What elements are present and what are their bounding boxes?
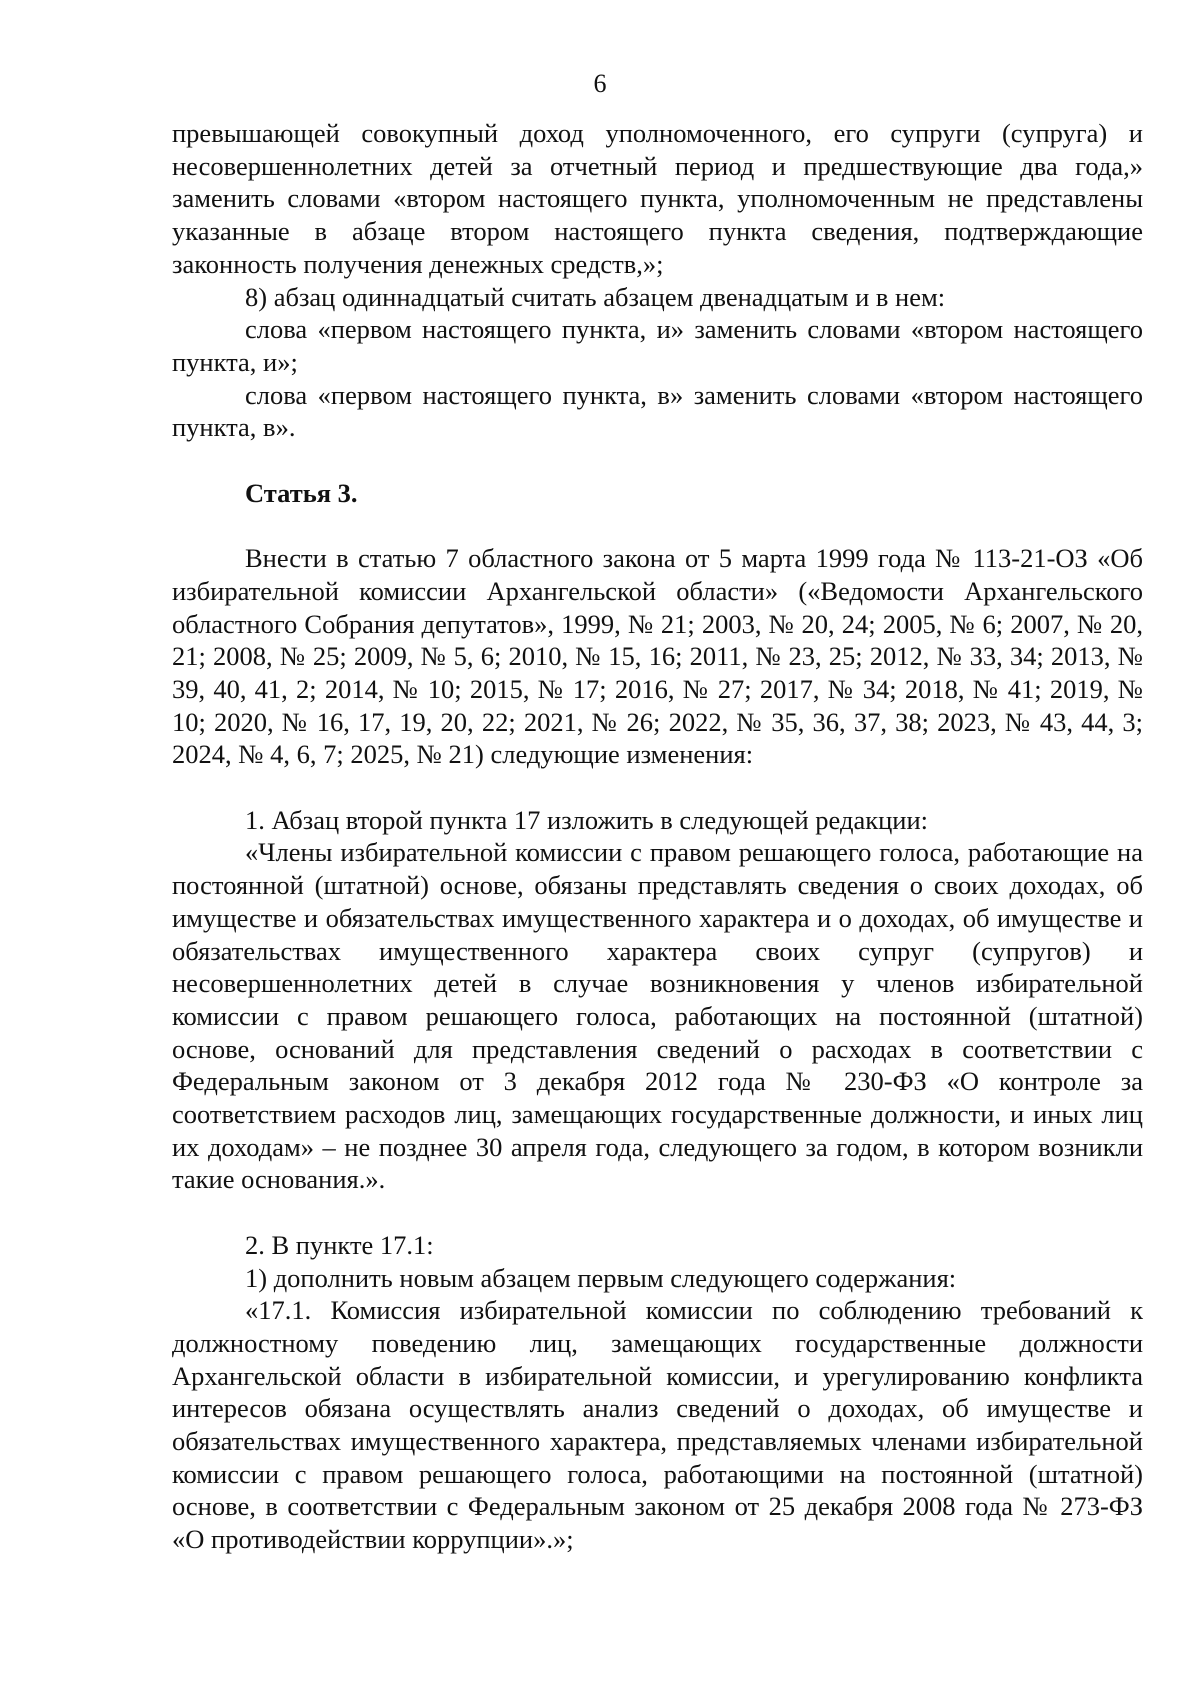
spacer xyxy=(172,444,1143,477)
spacer xyxy=(172,771,1143,804)
document-body xyxy=(172,117,1143,1556)
page-number: 6 xyxy=(593,69,607,98)
spacer xyxy=(172,509,1143,542)
paragraph-continuation: превышающей совокупный доход уполномоченного, его супруги (супруга) и несовершеннолетних детей за отчетный период и предшествующие два года,» заменить словами «втором настоящего пункта, уполномоченным не представлены указанные в абзаце втором настоящего пункта сведения, подтверждающие законность получения денежных средств,»; xyxy=(172,118,1143,279)
paragraph-item-8: 8) абзац одиннадцатый считать абзацем двенадцатым и в нем: xyxy=(245,281,946,312)
paragraph-point-2: 2. В пункте 17.1: xyxy=(245,1229,434,1260)
paragraph-words-i: слова «первом настоящего пункта, и» заменить словами «втором настоящего пункта, и»; xyxy=(172,314,1143,377)
paragraph-quote-commission: «17.1. Комиссия избирательной комиссии по соблюдению требований к должностному поведению лиц, замещающих государственные должности Архангельской области в избирательной комиссии, и урегулированию конфликта интересов обязана осуществлять анализ сведений о доходах, об имуществе и обязательствах имущественного характера, представляемых членами избирательной комиссии с правом решающего голоса, работающими на постоянной (штатной) основе, в соответствии с Федеральным законом от 25 декабря 2008 года № 273-ФЗ «О противодействии коррупции».»; xyxy=(172,1295,1143,1555)
paragraph-article-intro: Внести в статью 7 областного закона от 5 марта 1999 года № 113-21-ОЗ «Об избирательной комиссии Архангельской области» («Ведомости Архангельского областного Собрания депутатов», 1999, № 21; 2003, № 20, 24; 2005, № 6; 2007, № 20, 21; 2008, № 25; 2009, № 5, 6; 2010, № 15, 16; 2011, № 23, 25; 2012, № 33, 34; 2013, № 39, 40, 41, 2; 2014, № 10; 2015, № 17; 2016, № 27; 2017, № 34; 2018, № 41; 2019, № 10; 2020, № 16, 17, 19, 20, 22; 2021, № 26; 2022, № 35, 36, 37, 38; 2023, № 43, 44, 3; 2024, № 4, 6, 7; 2025, № 21) следующие изменения: xyxy=(172,543,1143,770)
spacer xyxy=(172,1196,1143,1229)
paragraph-quote-members: «Члены избирательной комиссии с правом решающего голоса, работающие на постоянной (штатной) основе, обязаны представлять сведения о своих доходах, об имуществе и обязательствах имущественного характера и о доходах, об имуществе и обязательствах имущественного характера своих супруг (супругов) и несовершеннолетних детей в случае возникновения у членов избирательной комиссии с правом решающего голоса, работающих на постоянной (штатной) основе, оснований для представления сведений о расходах в соответствии с Федеральным законом от 3 декабря 2012 года № 230-ФЗ «О контроле за соответствием расходов лиц, замещающих государственные должности, и иных лиц их доходам» – не позднее 30 апреля года, следующего за годом, в котором возникли такие основания.». xyxy=(172,837,1143,1195)
paragraph-point-1: 1. Абзац второй пункта 17 изложить в следующей редакции: xyxy=(245,804,928,835)
paragraph-words-v: слова «первом настоящего пункта, в» заменить словами «втором настоящего пункта, в». xyxy=(172,379,1143,443)
article-heading: Статья 3. xyxy=(245,477,358,508)
paragraph-subpoint-1: 1) дополнить новым абзацем первым следующего содержания: xyxy=(245,1262,957,1293)
